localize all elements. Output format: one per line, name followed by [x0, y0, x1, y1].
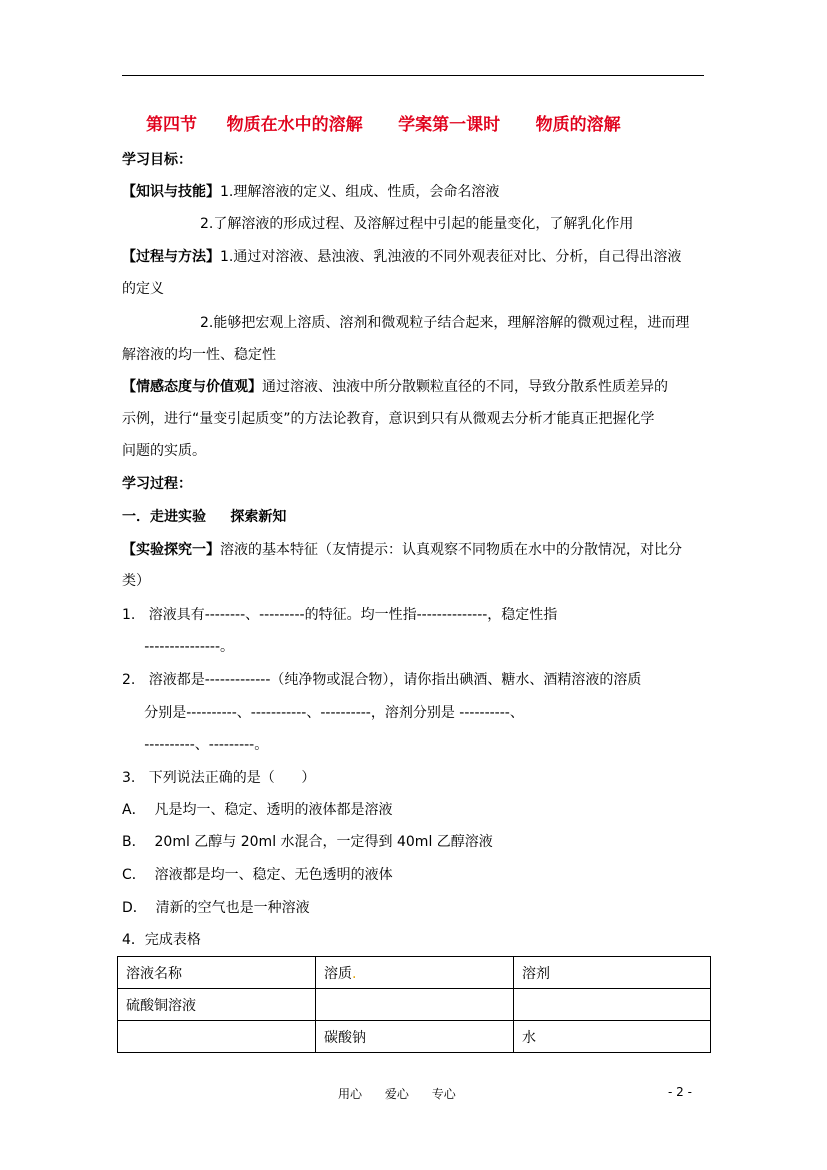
table-cell [316, 989, 514, 1021]
table-cell [514, 989, 711, 1021]
question-4: 4．完成表格 [122, 932, 201, 948]
question-1: 1. 溶液具有--------、---------的特征。均一性指--------------，稳定性指 [122, 607, 558, 623]
table-header-cell: 溶液名称 [118, 957, 316, 989]
process-line-1 [122, 247, 681, 267]
question-2: 2. 溶液都是-------------（纯净物或混合物），请你指出碘酒、糖水、酒精溶液的溶质 [122, 672, 642, 688]
table-cell: 碳酸钠 [316, 1021, 514, 1053]
question-2-cont-1: 分别是----------、-----------、----------，溶剂分别是 ----------、 [122, 705, 524, 721]
knowledge-line-2: 2.了解溶液的形成过程、及溶解过程中引起的能量变化，了解乳化作用 [200, 216, 634, 232]
experiment-line-1 [122, 540, 682, 560]
table-header-cell: 溶剂 [514, 957, 711, 989]
experiment-text: 溶液的基本特征（友情提示：认真观察不同物质在水中的分散情况，对比分 [220, 542, 682, 558]
table-row [118, 989, 711, 1021]
option-d: D． 清新的空气也是一种溶液 [122, 900, 310, 916]
process-line-1b: 的定义 [122, 281, 164, 297]
footer-motto: 用心 爱心 专心 [338, 1087, 456, 1101]
process-text-1: 1.通过对溶液、悬浊液、乳浊液的不同外观表征对比、分析，自己得出溶液 [220, 249, 682, 265]
process-heading: 学习过程： [122, 476, 192, 492]
experiment-label: 【实验探究一】 [122, 542, 220, 558]
header-rule [122, 75, 704, 76]
process-label: 【过程与方法】 [122, 249, 220, 265]
emotion-line-1 [122, 377, 668, 397]
emotion-line-3: 问题的实质。 [122, 443, 206, 459]
option-b: B． 20ml 乙醇与 20ml 水混合，一定得到 40ml 乙醇溶液 [122, 834, 493, 850]
goals-heading: 学习目标： [122, 152, 192, 168]
table-header-row [118, 957, 711, 989]
page-title: 第四节 物质在水中的溶解 学案第一课时 物质的溶解 [146, 115, 621, 135]
section-heading: 一．走进实验 探索新知 [122, 509, 287, 525]
knowledge-label: 【知识与技能】 [122, 184, 220, 200]
page-number: - 2 - [668, 1085, 692, 1099]
table-cell [118, 1021, 316, 1053]
process-line-2: 2.能够把宏观上溶质、溶剂和微观粒子结合起来，理解溶解的微观过程，进而理 [200, 315, 690, 331]
option-a: A． 凡是均一、稳定、透明的液体都是溶液 [122, 802, 393, 818]
emotion-label: 【情感态度与价值观】 [122, 379, 262, 395]
question-3: 3. 下列说法正确的是（ ） [122, 770, 316, 786]
question-1-cont: ---------------。 [122, 639, 235, 655]
emotion-line-2: 示例，进行“量变引起质变”的方法论教育，意识到只有从微观去分析才能真正把握化学 [122, 411, 655, 427]
solution-table [117, 956, 711, 1053]
dot-mark: . [352, 965, 357, 982]
option-c: C． 溶液都是均一、稳定、无色透明的液体 [122, 867, 393, 883]
process-line-2b: 解溶液的均一性、稳定性 [122, 347, 276, 363]
knowledge-text-1: 1.理解溶液的定义、组成、性质，会命名溶液 [220, 184, 500, 200]
experiment-line-2: 类） [122, 573, 150, 589]
table-cell: 硫酸铜溶液 [118, 989, 316, 1021]
knowledge-line-1 [122, 182, 499, 202]
table-row [118, 1021, 711, 1053]
table-header-text: 溶质 [324, 965, 352, 982]
emotion-text-1: 通过溶液、浊液中所分散颗粒直径的不同，导致分散系性质差异的 [262, 379, 668, 395]
table-cell: 水 [514, 1021, 711, 1053]
question-2-cont-2: ----------、---------。 [122, 737, 269, 753]
table-header-cell [316, 957, 514, 989]
